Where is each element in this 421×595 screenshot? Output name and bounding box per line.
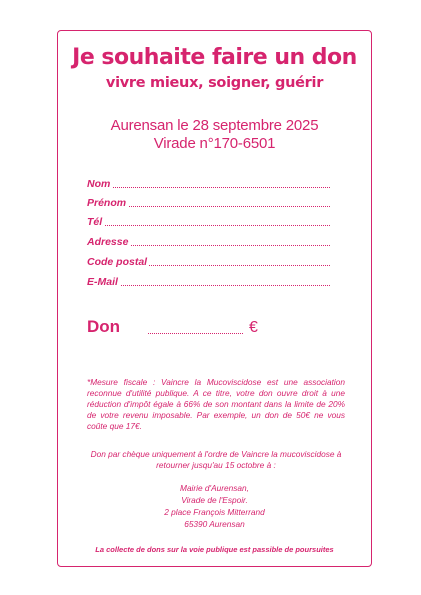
field-tel[interactable] [87,214,330,228]
euro-symbol: € [249,319,258,336]
don-amount-field[interactable] [148,333,243,334]
field-label-prenom: Prénom [87,197,127,209]
donation-form-card [57,30,372,567]
field-code-postal[interactable] [87,254,330,268]
field-line [87,285,330,286]
field-label-email: E-Mail [87,276,118,288]
mailing-address [58,482,371,530]
field-email[interactable] [87,274,330,288]
address-line: Mairie d'Aurensan, [180,483,249,493]
address-line: Virade de l'Espoir. [181,495,248,505]
field-nom[interactable] [87,176,330,190]
field-label-code-postal: Code postal [87,256,148,268]
field-prenom[interactable] [87,195,330,209]
fiscal-notice: *Mesure fiscale : Vaincre la Mucoviscidose est une association reconnue d'utilité publique. A ce titre, votre don ouvre droit à une réduction d'impôt égale à 66% de son montant dans la limite de 20% de votre revenu imposable. Par exemple, un don de 50€ ne vous coûte que 17€. [87,377,345,431]
address-line: 2 place François Mitterrand [164,507,265,517]
field-label-tel: Tél [87,216,103,228]
field-line [87,187,330,188]
field-adresse[interactable] [87,234,330,248]
don-label: Don [87,317,121,336]
field-label-adresse: Adresse [87,236,129,248]
event-virade-number: Virade n°170-6501 [153,135,276,152]
event-place-date: Aurensan le 28 septembre 2025 [110,117,319,134]
page-subtitle: vivre mieux, soigner, guérir [105,75,324,91]
address-line: 65390 Aurensan [184,519,245,529]
field-label-nom: Nom [87,178,111,190]
cheque-instructions: Don par chèque uniquement à l'ordre de Vaincre la mucoviscidose à retourner jusqu'au 15 octobre à : [90,449,342,470]
legal-footer: La collecte de dons sur la voie publique est passible de poursuites [95,545,334,554]
field-line [87,225,330,226]
page-title: Je souhaite faire un don [72,45,357,70]
